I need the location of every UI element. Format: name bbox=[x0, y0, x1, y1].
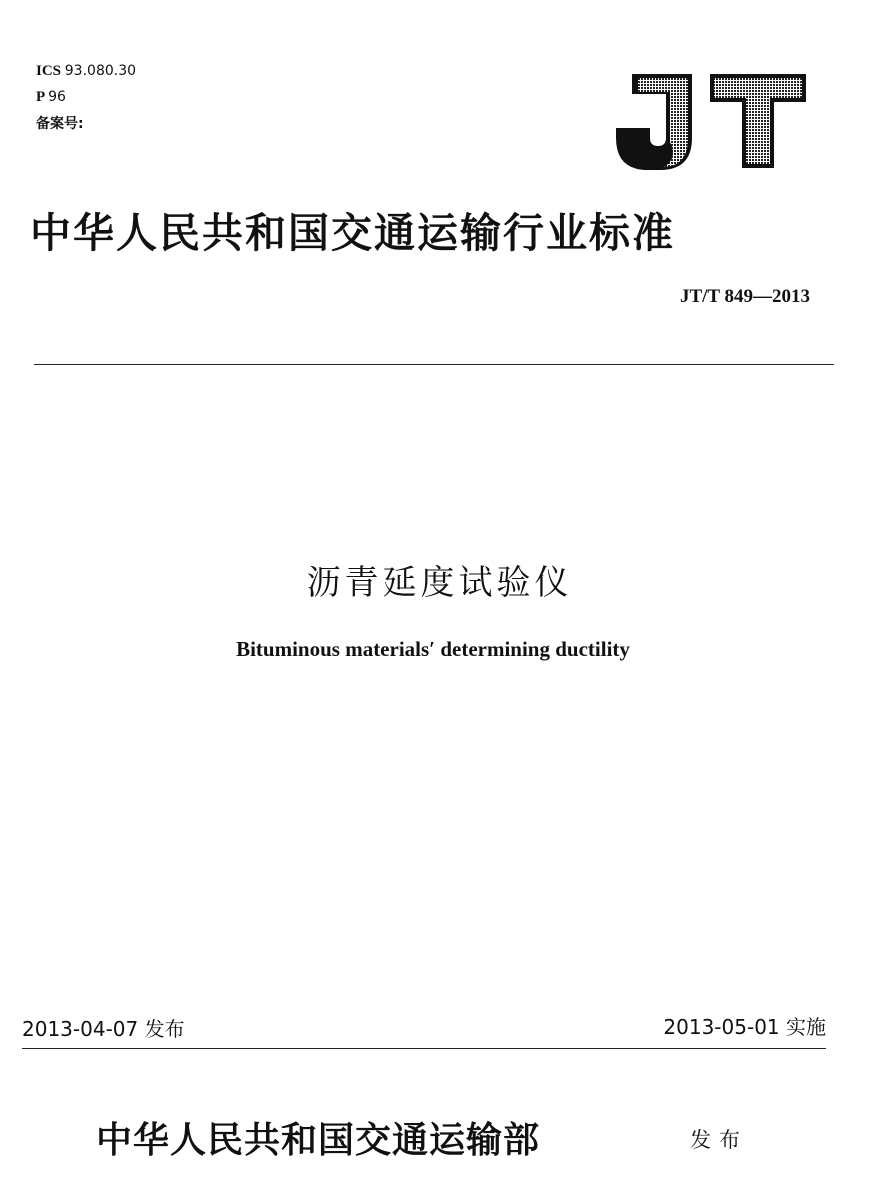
ccs-label: P bbox=[36, 89, 45, 105]
ccs-code: 96 bbox=[48, 89, 66, 105]
header-divider bbox=[34, 364, 834, 365]
implementation-date: 2013-05-01 实施 bbox=[663, 1015, 826, 1039]
issue-date: 2013-04-07 发布 bbox=[22, 1017, 185, 1041]
document-title-english: Bituminous materials′ determining ductility bbox=[236, 637, 630, 661]
standard-number: JT/T 849—2013 bbox=[679, 286, 810, 307]
standard-series-title: 中华人民共和国交通运输行业标准 bbox=[30, 209, 675, 257]
filing-number-label: 备案号: bbox=[36, 116, 84, 132]
ics-label: ICS bbox=[36, 63, 62, 79]
ics-classification bbox=[36, 62, 136, 80]
document-title-chinese: 沥青延度试验仪 bbox=[306, 563, 573, 603]
footer-divider bbox=[22, 1048, 826, 1049]
publisher-name: 中华人民共和国交通运输部 bbox=[96, 1119, 541, 1161]
jt-standard-logo bbox=[614, 72, 808, 172]
publish-label: 发布 bbox=[690, 1128, 748, 1152]
ccs-classification bbox=[36, 88, 66, 106]
ics-code: 93.080.30 bbox=[64, 63, 137, 79]
